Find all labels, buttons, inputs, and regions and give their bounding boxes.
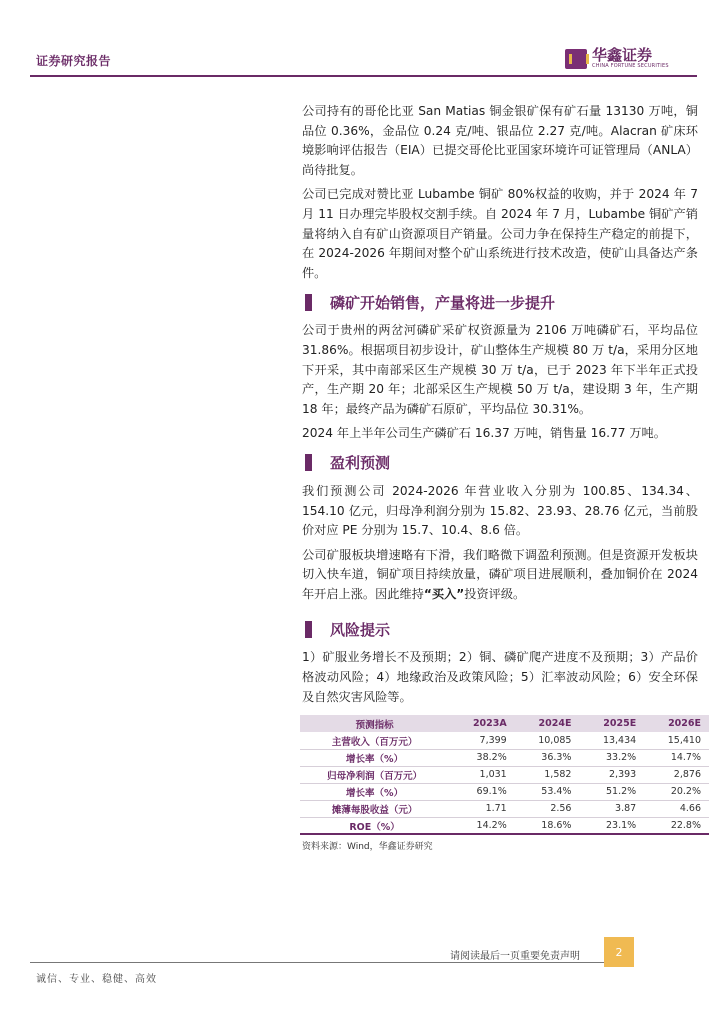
table-cell: 14.7%	[644, 749, 709, 766]
forecast-table	[300, 715, 709, 835]
paragraph-risks: 1）矿服业务增长不及预期；2）铜、磷矿爬产进度不及预期；3）产品价格波动风险；4）地缘政治及政策风险；5）汇率波动风险；6）安全环保及自然灾害风险等。	[302, 650, 698, 704]
table-cell: 20.2%	[644, 783, 709, 800]
section-title: 风险提示	[330, 620, 391, 639]
table-header-row	[300, 715, 709, 732]
table-cell: 10,085	[515, 732, 580, 749]
table-row	[300, 766, 709, 783]
section-phosphate	[302, 291, 698, 313]
table-cell: 3.87	[579, 800, 644, 817]
paragraph-phosphate-sales: 2024 年上半年公司生产磷矿石 16.37 万吨，销售量 16.77 万吨。	[302, 426, 666, 441]
table-cell: 69.1%	[449, 783, 515, 800]
table-row	[300, 783, 709, 800]
main-content	[302, 102, 701, 853]
paragraph-forecast: 我们预测公司 2024-2026 年营业收入分别为 100.85、134.34、154.10 亿元，归母净利润分别为 15.82、23.93、28.76 亿元，当前股价对应 PE 分别为 15.7、10.4、8.6 倍。	[302, 483, 698, 538]
logo-icon	[565, 49, 587, 69]
page-number: 2	[604, 937, 634, 967]
table-cell: 2.56	[515, 800, 580, 817]
table-cell: 18.6%	[515, 817, 580, 834]
table-cell: 51.2%	[579, 783, 644, 800]
paragraph-phosphate-project: 公司于贵州的两岔河磷矿采矿权资源量为 2106 万吨磷矿石，平均品位 31.86%。根据项目初步设计，矿山整体生产规模 80 万 t/a，采用分区地下开采，其中南部采区生产规模 30 万 t/a，已于 2023 年下半年正式投产，生产期 20 年；北部采区生产规模 50 万 t/a，建设期 3 年，生产期 18 年；最终产品为磷矿石原矿，平均品位 30.31%。	[302, 323, 698, 416]
table-cell: 13,434	[579, 732, 644, 749]
section-marker	[305, 294, 312, 311]
disclaimer-note: 请阅读最后一页重要免责声明	[450, 951, 580, 962]
table-header: 预测指标	[300, 715, 449, 732]
table-cell: 摊薄每股收益（元）	[300, 800, 449, 817]
company-logo	[565, 47, 669, 70]
paragraph-lubambe: 公司已完成对赞比亚 Lubambe 铜矿 80%权益的收购，并于 2024 年 7 月 11 日办理完毕股权交割手续。自 2024 年 7 月，Lubambe 铜矿产销量将纳入自有矿山资源项目产销量。公司力争在保持生产稳定的前提下，在 2024-2026 年期间对整个矿山系统进行技术改造，使矿山具备达产条件。	[302, 187, 698, 280]
table-header: 2026E	[644, 715, 709, 732]
paragraph-rating: 公司矿服板块增速略有下滑，我们略微下调盈利预测。但是资源开发板块切入快车道，铜矿项目持续放量，磷矿项目进展顺利，叠加铜价在 2024 年开启上涨。因此维持“买入”投资评级。	[302, 547, 698, 601]
report-type-label: 证券研究报告	[36, 54, 112, 68]
table-header: 2024E	[515, 715, 580, 732]
table-header: 2023A	[449, 715, 515, 732]
table-cell: 53.4%	[515, 783, 580, 800]
paragraph-san-matias: 公司持有的哥伦比亚 San Matias 铜金银矿保有矿石量 13130 万吨，铜品位 0.36%，金品位 0.24 克/吨、银品位 2.27 克/吨。Alacran 矿床环境影响评估报告（EIA）已提交哥伦比亚国家环境许可证管理局（ANLA）尚待批复。	[302, 104, 698, 177]
section-risk	[302, 618, 698, 640]
table-source: 资料来源：Wind，华鑫证券研究	[302, 842, 433, 853]
table-row	[300, 749, 709, 766]
header-divider	[30, 75, 697, 77]
table-cell: 2,393	[579, 766, 644, 783]
table-cell: 7,399	[449, 732, 515, 749]
table-cell: 14.2%	[449, 817, 515, 834]
section-title: 盈利预测	[330, 454, 391, 473]
table-cell: 1,582	[515, 766, 580, 783]
table-cell: ROE（%）	[300, 817, 449, 834]
table-cell: 增长率（%）	[300, 749, 449, 766]
section-title: 磷矿开始销售，产量将进一步提升	[330, 293, 556, 312]
table-cell: 归母净利润（百万元）	[300, 766, 449, 783]
table-header: 2025E	[579, 715, 644, 732]
section-forecast	[302, 452, 698, 474]
table-cell: 4.66	[644, 800, 709, 817]
rating-buy: “买入”	[423, 586, 465, 601]
table-row	[300, 817, 709, 834]
table-cell: 主营收入（百万元）	[300, 732, 449, 749]
table-row	[300, 732, 709, 749]
footer-divider	[30, 962, 604, 963]
table-cell: 33.2%	[579, 749, 644, 766]
table-cell: 增长率（%）	[300, 783, 449, 800]
company-slogan: 诚信、专业、稳健、高效	[36, 974, 157, 985]
logo-name-cn: 华鑫证券	[592, 46, 653, 64]
table-cell: 15,410	[644, 732, 709, 749]
table-row	[300, 800, 709, 817]
table-cell: 1.71	[449, 800, 515, 817]
table-cell: 23.1%	[579, 817, 644, 834]
section-marker	[305, 621, 312, 638]
section-marker	[305, 454, 312, 471]
table-cell: 2,876	[644, 766, 709, 783]
table-cell: 36.3%	[515, 749, 580, 766]
logo-name-en: CHINA FORTUNE SECURITIES	[592, 63, 669, 69]
table-cell: 1,031	[449, 766, 515, 783]
table-cell: 22.8%	[644, 817, 709, 834]
table-cell: 38.2%	[449, 749, 515, 766]
